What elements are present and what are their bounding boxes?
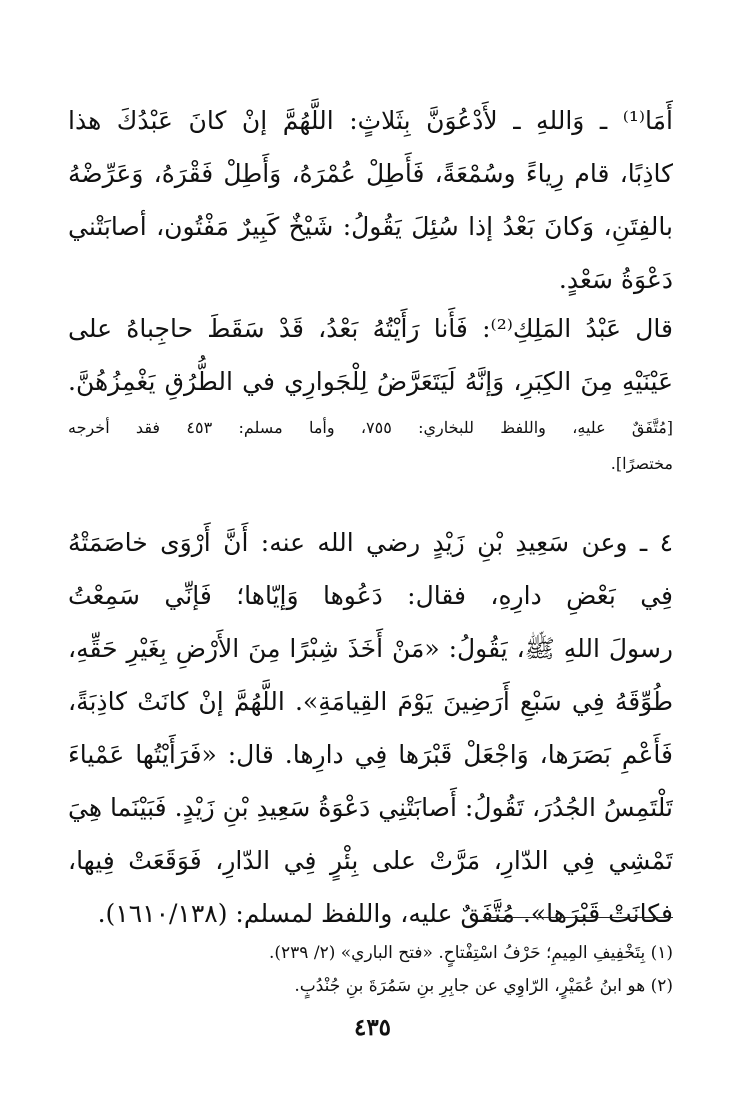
text-line: قال عَبْدُ المَلِكِ⁽²⁾: فَأَنا رَأَيْتُهُ بَعْدُ، قَدْ سَقَطَ حاجِباهُ على xyxy=(68,314,673,343)
paragraph-2 xyxy=(68,302,673,408)
text-line: فِي بَعْضِ دارِهِ، فقال: دَعُوها وَإيّاها؛ فَإنِّي سَمِعْتُ xyxy=(68,581,673,610)
reference-line: [مُتَّفَقٌ عليهِ، واللفظ للبخاري: ٧٥٥، وأما مسلم: ٤٥٣ فقد أخرجه xyxy=(68,418,673,437)
paragraph-hadith-4 xyxy=(68,516,673,940)
text-line: تَلْتَمِسُ الجُدُرَ، تَقُولُ: أَصابَتْنِي دَعْوَةُ سَعِيدِ بْنِ زَيْدٍ. فَبَيْنَما هِيَ xyxy=(68,793,673,822)
text-line: أَمَا⁽¹⁾ ـ وَاللهِ ـ لأَدْعُوَنَّ بِثَلاثٍ: اللَّهُمَّ إنْ كانَ عَبْدُكَ هذا xyxy=(68,106,673,135)
text-line: بالفِتَنِ، وَكانَ بَعْدُ إذا سُئِلَ يَقُولُ: شَيْخٌ كَبِيرٌ مَفْتُون، أصابَتْني xyxy=(68,212,673,241)
text-line: كاذِبًا، قام رِياءً وسُمْعَةً، فَأَطِلْ عُمْرَهُ، وَأَطِلْ فَقْرَهُ، وَعَرِّضْهُ xyxy=(68,159,673,188)
text-line: طُوِّقَهُ فِي سَبْعِ أَرَضِينَ يَوْمَ القِيامَةِ». اللَّهُمَّ إنْ كانَتْ كاذِبَةً، xyxy=(68,687,673,716)
text-line: تَمْشِي فِي الدّارِ، مَرَّتْ على بِئْرٍ فِي الدّارِ، فَوَقَعَتْ فِيها، xyxy=(68,846,673,875)
text-line: دَعْوَةُ سَعْدٍ. xyxy=(558,265,673,294)
footnote-2: (٢) هو ابنُ عُمَيْرٍ، الرّاوِي عن جابِرِ بنِ سَمُرَةَ بنِ جُنْدُبٍ. xyxy=(294,976,673,996)
hadith-reference xyxy=(68,410,673,482)
text-line: فَأَعْمِ بَصَرَها، وَاجْعَلْ قَبْرَها فِي دارِها. قال: «فَرَأَيْتُها عَمْياءَ xyxy=(68,740,673,769)
text-line: ٤ ـ وعن سَعِيدِ بْنِ زَيْدٍ رضي الله عنه: أَنَّ أَرْوَى خاصَمَتْهُ xyxy=(68,528,673,557)
text-line: رسولَ اللهِ ﷺ، يَقُولُ: «مَنْ أَخَذَ شِبْرًا مِنَ الأَرْضِ بِغَيْرِ حَقِّهِ، xyxy=(68,634,673,663)
footnote-separator xyxy=(483,917,673,918)
page-number: ٤٣٥ xyxy=(353,1014,392,1041)
footnote-1: (١) بِتَخْفِيفِ المِيمِ؛ حَرْفُ اسْتِفْتاحٍ. «فتح الباري» (٢/ ٢٣٩). xyxy=(268,943,673,963)
text-line: فكانَتْ قَبْرَها». مُتَّفَقٌ عليه، واللفظ لمسلم: (١٦١٠/١٣٨). xyxy=(97,899,673,928)
reference-line: مختصرًا]. xyxy=(610,454,673,473)
text-line: عَيْنَيْهِ مِنَ الكِبَرِ، وَإنَّهُ لَيَتَعَرَّضُ لِلْجَوارِي في الطُّرُقِ يَغْمِزُهُنَّ. xyxy=(68,367,673,396)
paragraph-1 xyxy=(68,94,673,306)
footnotes xyxy=(68,937,673,1003)
